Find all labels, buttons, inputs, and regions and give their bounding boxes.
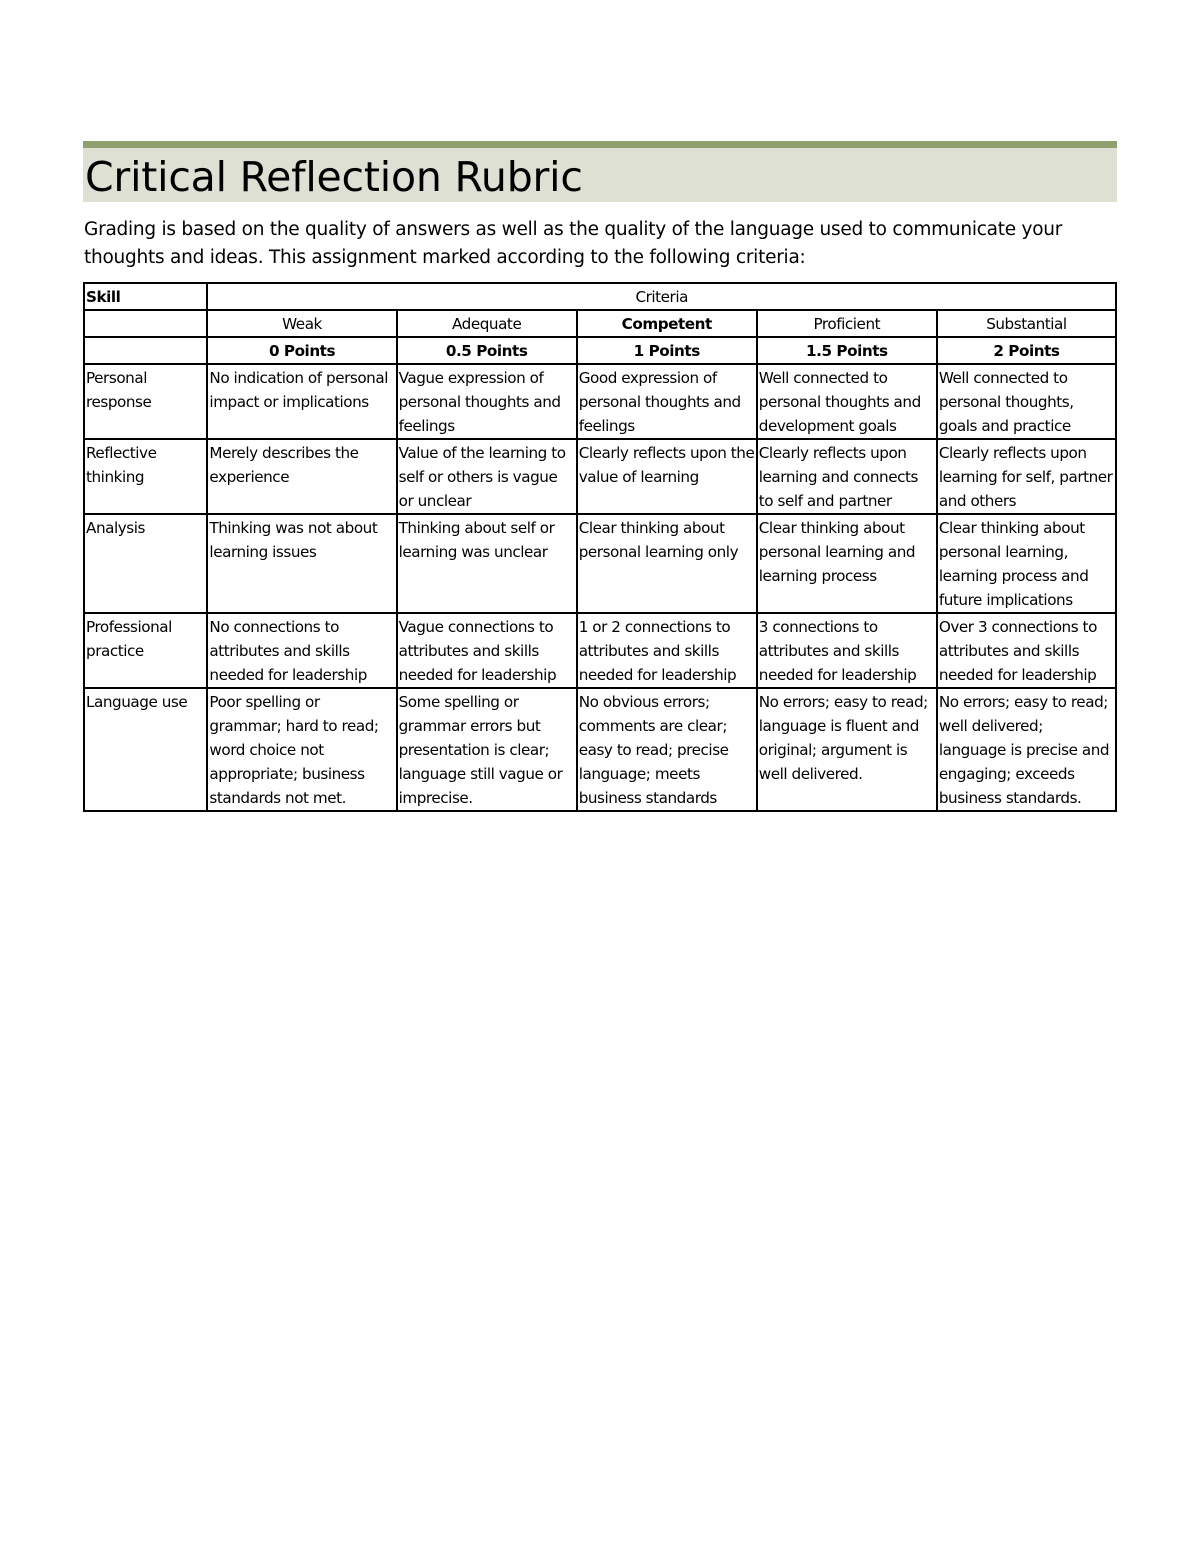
skill-cell: Professional practice (84, 613, 207, 688)
skill-cell: Analysis (84, 514, 207, 613)
page-title: Critical Reflection Rubric (85, 153, 583, 201)
criteria-cell: 3 connections to attributes and skills needed for leadership (757, 613, 937, 688)
criteria-cell: 1 or 2 connections to attributes and skills needed for leadership (577, 613, 757, 688)
rubric-table (83, 282, 1117, 812)
level-points: 2 Points (937, 337, 1116, 364)
table-row (84, 439, 1116, 514)
skill-cell: Personal response (84, 364, 207, 439)
criteria-cell: Clear thinking about personal learning, learning process and future implications (937, 514, 1116, 613)
level-name: Weak (207, 310, 396, 337)
criteria-cell: Vague expression of personal thoughts and feelings (397, 364, 577, 439)
level-name: Substantial (937, 310, 1116, 337)
criteria-cell: Over 3 connections to attributes and skills needed for leadership (937, 613, 1116, 688)
title-band (83, 141, 1117, 202)
criteria-cell: Well connected to personal thoughts, goals and practice (937, 364, 1116, 439)
criteria-cell: No connections to attributes and skills needed for leadership (207, 613, 396, 688)
header-row-criteria (84, 283, 1116, 310)
criteria-cell: Some spelling or grammar errors but presentation is clear; language still vague or imprecise. (397, 688, 577, 811)
criteria-cell: Merely describes the experience (207, 439, 396, 514)
criteria-cell: Clearly reflects upon learning and connects to self and partner (757, 439, 937, 514)
criteria-cell: Thinking about self or learning was unclear (397, 514, 577, 613)
criteria-cell: No errors; easy to read; well delivered; language is precise and engaging; exceeds business standards. (937, 688, 1116, 811)
criteria-cell: Clearly reflects upon the value of learning (577, 439, 757, 514)
empty-cell (84, 337, 207, 364)
level-name: Proficient (757, 310, 937, 337)
level-points: 1 Points (577, 337, 757, 364)
criteria-cell: No indication of personal impact or implications (207, 364, 396, 439)
intro-paragraph: Grading is based on the quality of answers as well as the quality of the language used to communicate your thoughts and ideas. This assignment marked according to the following criteria: (84, 219, 1063, 268)
criteria-cell: Value of the learning to self or others is vague or unclear (397, 439, 577, 514)
header-row-points (84, 337, 1116, 364)
criteria-cell: Vague connections to attributes and skills needed for leadership (397, 613, 577, 688)
criteria-cell: Thinking was not about learning issues (207, 514, 396, 613)
empty-cell (84, 310, 207, 337)
table-row (84, 688, 1116, 811)
header-row-levels (84, 310, 1116, 337)
criteria-cell: Clear thinking about personal learning only (577, 514, 757, 613)
criteria-cell: Clear thinking about personal learning and learning process (757, 514, 937, 613)
skill-header: Skill (84, 283, 207, 310)
criteria-cell: Well connected to personal thoughts and development goals (757, 364, 937, 439)
skill-cell: Language use (84, 688, 207, 811)
level-name: Adequate (397, 310, 577, 337)
table-row (84, 613, 1116, 688)
criteria-cell: No obvious errors; comments are clear; easy to read; precise language; meets business standards (577, 688, 757, 811)
criteria-cell: Good expression of personal thoughts and feelings (577, 364, 757, 439)
skill-cell: Reflective thinking (84, 439, 207, 514)
rubric-sheet (83, 140, 1117, 812)
criteria-cell: Poor spelling or grammar; hard to read; word choice not appropriate; business standards not met. (207, 688, 396, 811)
criteria-cell: Clearly reflects upon learning for self, partner and others (937, 439, 1116, 514)
criteria-header: Criteria (207, 283, 1116, 310)
table-row (84, 364, 1116, 439)
level-points: 0.5 Points (397, 337, 577, 364)
criteria-cell: No errors; easy to read; language is fluent and original; argument is well delivered. (757, 688, 937, 811)
level-points: 0 Points (207, 337, 396, 364)
level-name: Competent (577, 310, 757, 337)
level-points: 1.5 Points (757, 337, 937, 364)
table-row (84, 514, 1116, 613)
